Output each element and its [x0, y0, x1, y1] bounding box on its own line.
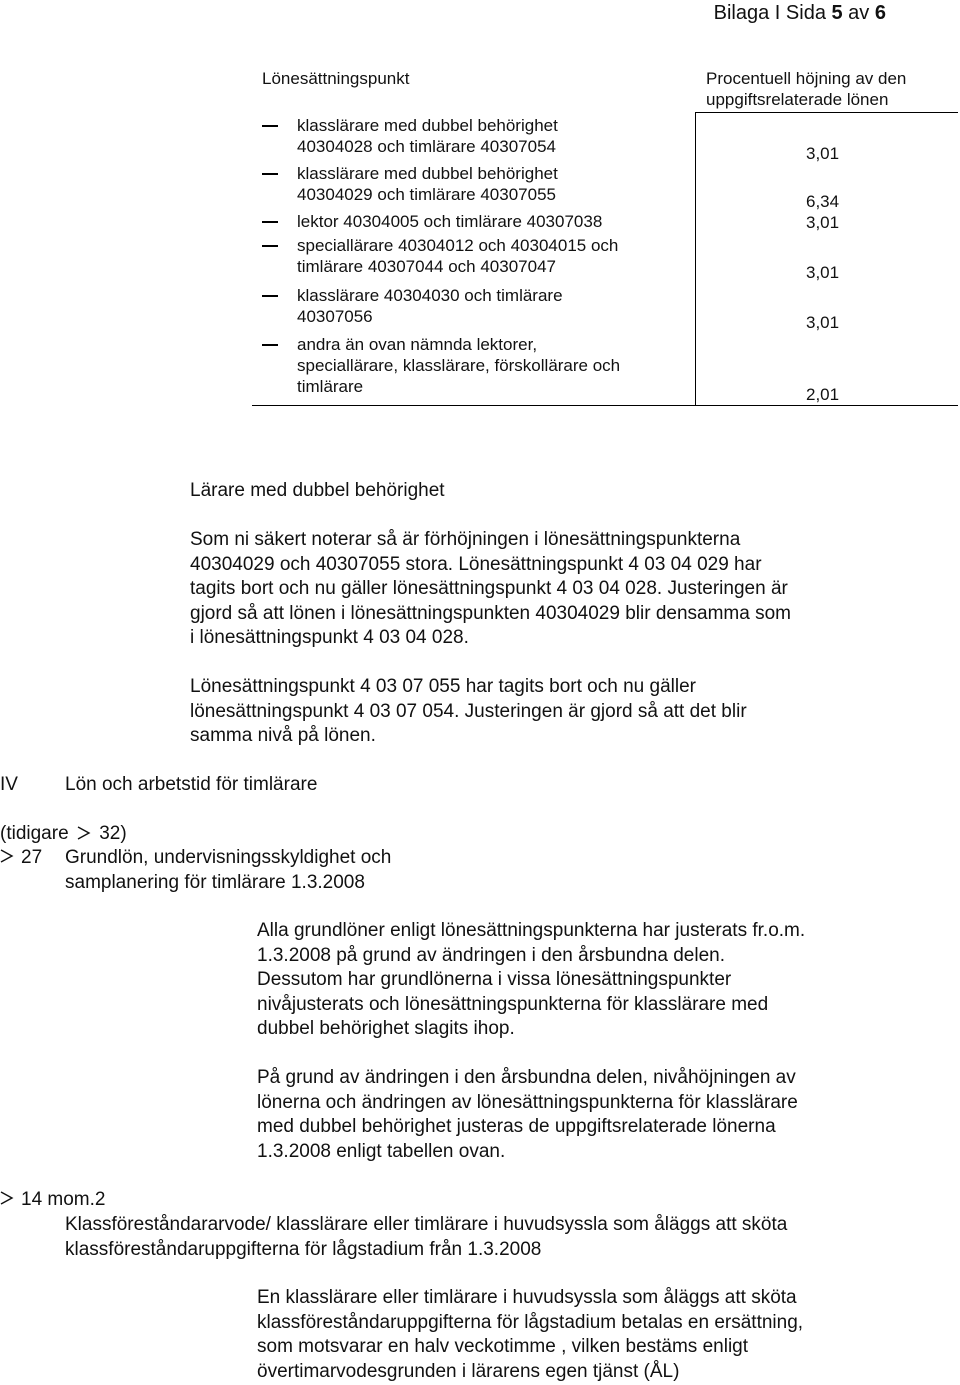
- col-header-line2: uppgiftsrelaterade lönen: [706, 90, 889, 109]
- col-header-procentuell: [706, 68, 906, 110]
- table-rule-top: [695, 112, 958, 113]
- text-line: som motsvarar en halv veckotimme , vilken bestäms enligt: [257, 1336, 749, 1357]
- col-header-line1: Procentuell höjning av den: [706, 69, 907, 88]
- text-line: klassföreståndaruppgifterna för lågstadium betalas en ersättning,: [257, 1311, 804, 1333]
- text-line: Alla grundlöner enligt lönesättningspunkterna har justerats fr.o.m.: [257, 920, 806, 941]
- col-header-lonesattningspunkt: Lönesättningspunkt: [262, 69, 410, 88]
- text-line: övertimarvodesgrunden i lärarens egen tjänst (ÅL): [257, 1360, 680, 1382]
- header-page-number: 5: [831, 2, 843, 24]
- row-dash: [262, 245, 278, 247]
- row-label: timlärare: [297, 377, 364, 396]
- dubbel-paragraph-1: [190, 528, 791, 651]
- mom-title: [65, 1213, 787, 1262]
- text-line: i lönesättningspunkt 4 03 04 028.: [190, 627, 469, 648]
- paragraph-title: [65, 846, 391, 895]
- grundlon-paragraph-2: [257, 1066, 798, 1164]
- row-label: klasslärare med dubbel behörighet: [297, 164, 558, 183]
- text-line: klassföreståndaruppgifterna för lågstadium från 1.3.2008: [65, 1238, 542, 1260]
- row-label: speciallärare, klasslärare, förskollärare och: [297, 356, 621, 375]
- row-value: 2,01: [806, 385, 840, 404]
- text-line: lönerna och ändringen av lönesättningspunkterna för klasslärare: [257, 1091, 798, 1113]
- text-line: Klassföreståndararvode/ klasslärare eller timlärare i huvudsyssla som åläggs att sköta: [65, 1214, 788, 1235]
- row-label: timlärare 40307044 och 40307047: [297, 257, 556, 276]
- section-arrow-icon: [0, 1190, 14, 1206]
- table-row: [297, 163, 558, 205]
- row-dash: [262, 125, 278, 127]
- previous-reference: [0, 822, 127, 847]
- text-line: Lönesättningspunkt 4 03 07 055 har tagits bort och nu gäller: [190, 676, 696, 697]
- text-line: med dubbel behörighet justeras de uppgiftsrelaterade lönerna: [257, 1116, 776, 1137]
- text-line: En klasslärare eller timlärare i huvudsyssla som åläggs att sköta: [257, 1287, 797, 1308]
- section-arrow-icon: [77, 825, 91, 841]
- text-line: 1.3.2008 enligt tabellen ovan.: [257, 1140, 506, 1162]
- row-dash: [262, 295, 278, 297]
- row-label: lektor 40304005 och timlärare 40307038: [297, 212, 603, 231]
- previous-label: (tidigare: [0, 823, 69, 844]
- row-dash: [262, 221, 278, 223]
- section-number: IV: [0, 774, 18, 795]
- row-dash: [262, 173, 278, 175]
- row-label: 40304029 och timlärare 40307055: [297, 185, 556, 204]
- row-label: speciallärare 40304012 och 40304015 och: [297, 236, 619, 255]
- text-line: 1.3.2008 på grund av ändringen i den årsbundna delen.: [257, 944, 725, 966]
- row-label: 40307056: [297, 307, 373, 326]
- row-label: 40304028 och timlärare 40307054: [297, 137, 556, 156]
- row-value: 3,01: [806, 313, 840, 332]
- row-value: 3,01: [806, 263, 840, 282]
- table-row: [297, 235, 618, 277]
- paragraph-number: 27: [21, 847, 43, 868]
- row-value: 3,01: [806, 144, 840, 163]
- text-line: Som ni säkert noterar så är förhöjningen i lönesättningspunkterna: [190, 529, 741, 550]
- text-line: tagits bort och nu gäller lönesättningspunkt 4 03 04 028. Justeringen är: [190, 578, 788, 599]
- text-line: samma nivå på lönen.: [190, 725, 376, 746]
- header-total-pages: 6: [874, 2, 886, 24]
- row-dash: [262, 344, 278, 346]
- text-line: Dessutom har grundlönerna i vissa lönesättningspunkter: [257, 969, 732, 990]
- text-line: 40304029 och 40307055 stora. Lönesättningspunkt 4 03 04 029 har: [190, 553, 762, 575]
- previous-number: 32): [99, 823, 127, 844]
- grundlon-paragraph-1: [257, 919, 805, 1042]
- section-arrow-icon: [0, 848, 14, 864]
- text-line: lönesättningspunkt 4 03 07 054. Justeringen är gjord så att det blir: [190, 700, 747, 722]
- text-line: nivåjusterats och lönesättningspunkterna för klasslärare med: [257, 993, 769, 1015]
- text-line: gjord så att lönen i lönesättningspunkten 40304029 blir densamma som: [190, 602, 791, 624]
- text-line: På grund av ändringen i den årsbundna delen, nivåhöjningen av: [257, 1067, 796, 1088]
- row-value: 6,34: [806, 192, 840, 211]
- dubbel-heading: Lärare med dubbel behörighet: [190, 480, 445, 501]
- mom-paragraph: [257, 1286, 803, 1384]
- table-divider-vertical: [695, 112, 696, 405]
- text-line: Grundlön, undervisningsskyldighet och: [65, 847, 392, 868]
- table-rule-bottom: [252, 405, 958, 406]
- text-line: dubbel behörighet slagits ihop.: [257, 1018, 515, 1039]
- mom-number: 14 mom.2: [21, 1189, 106, 1210]
- table-row: [297, 211, 602, 232]
- row-label: klasslärare 40304030 och timlärare: [297, 286, 563, 305]
- table-row: [297, 115, 558, 157]
- section-title: Lön och arbetstid för timlärare: [65, 774, 318, 795]
- row-label: andra än ovan nämnda lektorer,: [297, 335, 538, 354]
- table-row: [297, 334, 620, 397]
- row-label: klasslärare med dubbel behörighet: [297, 116, 558, 135]
- dubbel-paragraph-2: [190, 675, 747, 749]
- row-value: 3,01: [806, 213, 840, 232]
- header-of: av: [842, 2, 875, 24]
- table-row: [297, 285, 563, 327]
- header-prefix: Bilaga I Sida: [713, 2, 832, 24]
- page-header: [714, 1, 886, 25]
- text-line: samplanering för timlärare 1.3.2008: [65, 871, 365, 893]
